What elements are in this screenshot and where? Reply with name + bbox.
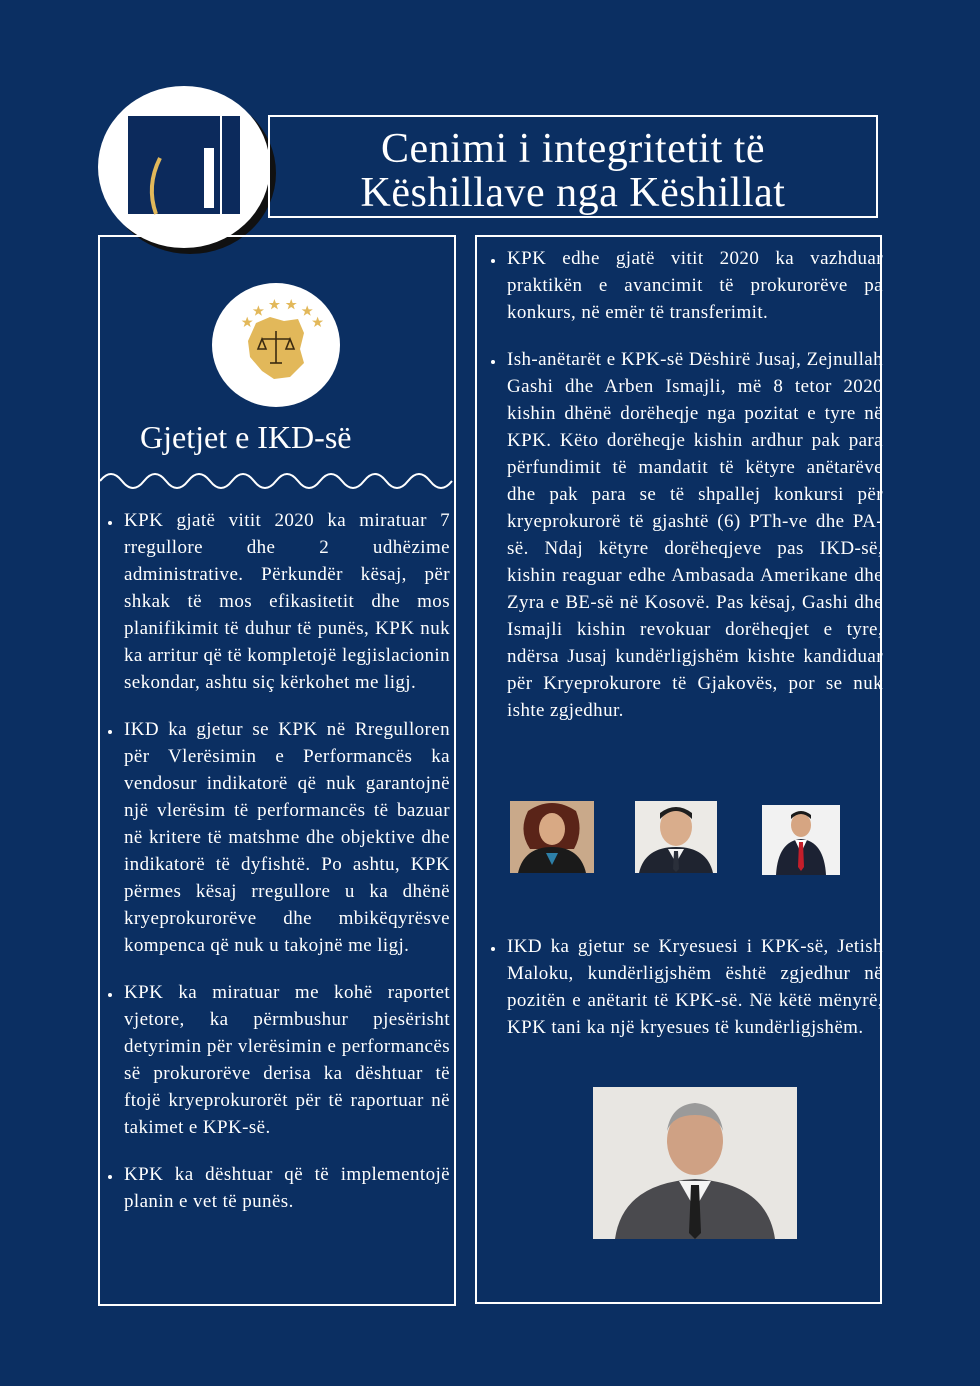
findings-list [102, 507, 450, 1235]
findings-heading: Gjetjet e IKD-së [140, 419, 352, 455]
person-photo-icon [510, 801, 594, 873]
details-panel [475, 235, 882, 1304]
kosovo-map-scales-icon [212, 283, 340, 407]
organization-logo [98, 86, 270, 248]
findings-panel [98, 235, 456, 1306]
person-photo-icon [635, 801, 717, 873]
list-item: • KPK gjatë vitit 2020 ka miratuar 7 rregullore dhe 2 udhëzime administrative. Përkundër kësaj, për shkak të mos efikasitetit dhe mos planifikimit të duhur të punës, KPK nuk ka arritur që të kompletojë legjislacionin sekondar, ashtu siç kërkohet me ligj. [122, 507, 450, 696]
wave-divider [100, 465, 456, 491]
person-photo-icon [762, 805, 840, 875]
list-item: • KPK edhe gjatë vitit 2020 ka vazhduar praktikën e avancimit të prokurorëve pa konkurs, në emër të transferimit. [505, 245, 883, 326]
page-title-line2: Këshillave nga Këshillat [360, 170, 786, 216]
portrait-photo-3 [762, 805, 840, 875]
details-list-top [485, 245, 883, 744]
list-item: • IKD ka gjetur se KPK në Rregulloren për Vlerësimin e Performancës ka vendosur indikatorë që nuk garantojnë një vlerësim të performancës të bazuar në kritere të matshme dhe objektive dhe indikatorë të dyfishtë. Po ashtu, KPK përmes kësaj rregullore u ka dhënë kryeprokurorëve dhe mbikëqyrësve kompenca që nuk u takojnë me ligj. [122, 716, 450, 959]
list-item: • KPK ka miratuar me kohë raportet vjetore, ka përmbushur pjesërisht detyrimin për vlerësimin e performancës së prokurorëve derisa ka dështuar të ftojë kryeprokurorët për të raportuar në takimet e KPK-së. [122, 979, 450, 1141]
details-list-bottom [485, 933, 883, 1061]
logo-mark-icon [98, 86, 270, 248]
list-item: • Ish-anëtarët e KPK-së Dëshirë Jusaj, Zejnullah Gashi dhe Arben Ismajli, më 8 tetor 2020 kishin dhënë dorëheqje nga pozitat e tyre në KPK. Këto dorëheqje kishin ardhur pak para përfundimit të mandatit të këtyre anëtarëve dhe pak para se të shpallej konkursi për kryeprokurorë të gjashtë (6) PTh-ve dhe PA-së. Ndaj këtyre dorëheqjeve pas IKD-së, kishin reaguar edhe Ambasada Amerikane dhe Zyra e BE-së në Kosovë. Pas kësaj, Gashi dhe Ismajli kishin revokuar dorëheqjet e tyre, ndërsa Jusaj kundërligjshëm kishte kandiduar për Kryeprokurore të Gjakovës, por se nuk ishte zgjedhur. [505, 346, 883, 724]
page-title-line1: Cenimi i integritetit të [380, 126, 766, 172]
list-item: • KPK ka dështuar që të implementojë planin e vet të punës. [122, 1161, 450, 1215]
person-photo-icon [593, 1087, 797, 1239]
kosovo-emblem [212, 283, 340, 407]
list-item: • IKD ka gjetur se Kryesuesi i KPK-së, Jetish Maloku, kundërligjshëm është zgjedhur në pozitën e anëtarit të KPK-së. Në këtë mënyrë, KPK tani ka një kryesues të kundërligjshëm. [505, 933, 883, 1041]
page-title-box [268, 115, 878, 218]
portrait-photo-4 [593, 1087, 797, 1239]
portrait-photo-1 [510, 801, 594, 873]
portrait-photo-2 [635, 801, 717, 873]
